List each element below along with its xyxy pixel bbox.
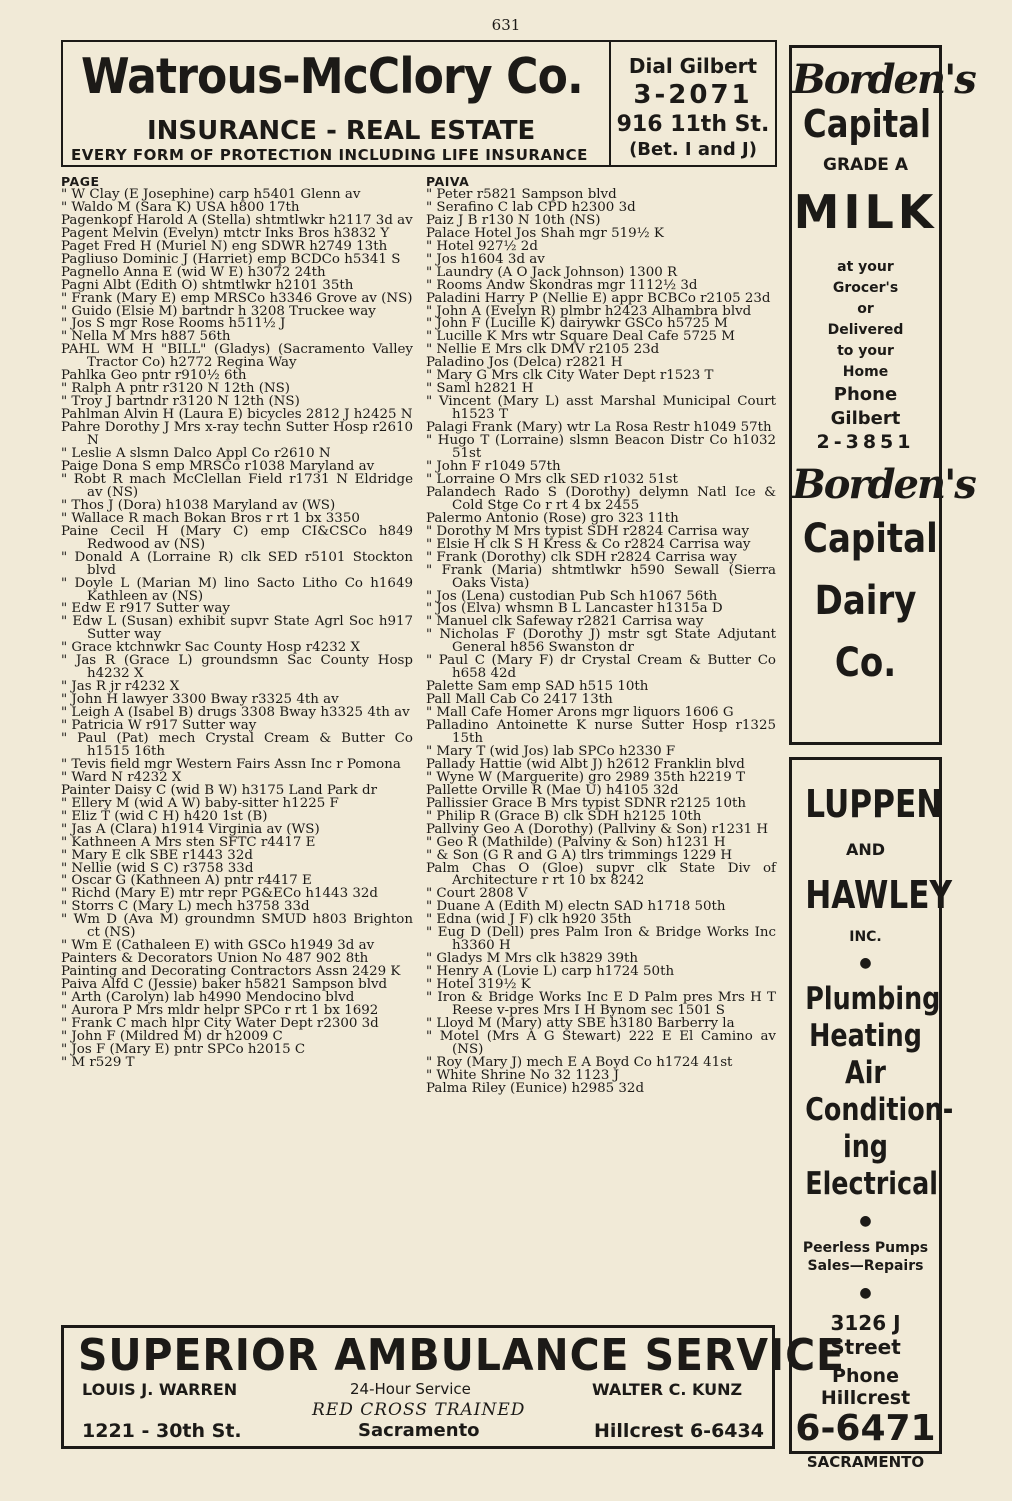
directory-entry: " Mary G Mrs clk City Water Dept r1523 T	[426, 368, 714, 384]
ad-watrous-left	[63, 42, 611, 165]
bullet-icon: ●	[859, 1213, 872, 1229]
directory-entry: " Thos J (Dora) h1038 Maryland av (WS)	[61, 497, 336, 513]
ad-service-conditioning: Condition-	[805, 1092, 954, 1128]
directory-entry: " Ellery M (wid A W) baby-sitter h1225 F	[61, 795, 339, 811]
ad-bordens-exchange: Gilbert	[830, 408, 901, 429]
ad-address: 916 11th St.	[616, 112, 770, 137]
directory-entry: " Duane A (Edith M) electn SAD h1718 50th	[426, 899, 726, 915]
directory-entry: " Tevis field mgr Western Fairs Assn Inc r Pomona	[61, 756, 401, 772]
directory-entry: " Wm E (Cathaleen E) with GSCo h1949 3d av	[61, 938, 375, 954]
ad-dial-label: Dial Gilbert	[628, 54, 758, 78]
directory-entry: " John F (Mildred M) dr h2009 C	[61, 1028, 283, 1044]
directory-entry: Pagliuso Dominic J (Harriet) emp BCDCo h5341 S	[61, 251, 401, 267]
page-number: 631	[491, 16, 521, 34]
directory-entry: Pall Mall Cab Co 2417 13th	[426, 692, 613, 708]
ad-luppen-and: AND	[845, 840, 886, 859]
directory-entry: Pahlman Alvin H (Laura E) bicycles 2812 J h2425 N	[61, 407, 413, 423]
directory-entry: " Storrs C (Mary L) mech h3758 33d	[61, 899, 310, 915]
ad-tagline: EVERY FORM OF PROTECTION INCLUDING LIFE INSURANCE	[71, 146, 588, 164]
ad-superior-phone: Hillcrest 6-6434	[594, 1420, 764, 1442]
directory-entry: " Eug D (Dell) pres Palm Iron & Bridge Works Inc h3360 H	[426, 925, 776, 954]
bullet-icon: ●	[859, 955, 872, 971]
column-heading: PAIVA	[426, 174, 470, 189]
directory-entry: Palma Riley (Eunice) h2985 32d	[426, 1080, 645, 1096]
directory-entry: Paladini Harry P (Nellie E) appr BCBCo r2105 23d	[426, 290, 771, 306]
ad-bordens-line: Grocer's	[832, 280, 899, 296]
directory-entry: " Nellie E Mrs clk DMV r2105 23d	[426, 342, 660, 358]
directory-entry: Palagi Frank (Mary) wtr La Rosa Restr h1049 57th	[426, 420, 772, 436]
ad-superior-address: 1221 - 30th St.	[82, 1420, 242, 1442]
directory-entry: " Mary T (wid Jos) lab SPCo h2330 F	[426, 743, 676, 759]
directory-entry: Pallissier Grace B Mrs typist SDNR r2125 10th	[426, 795, 747, 811]
directory-entry: Paladino Jos (Delca) r2821 H	[426, 355, 623, 371]
directory-entry: " Edw L (Susan) exhibit supvr State Agrl Soc h917 Sutter way	[61, 614, 413, 643]
directory-entry: " Jas R (Grace L) groundsmn Sac County Hosp h4232 X	[61, 653, 413, 682]
directory-entry: " Frank (Mary E) emp MRSCo h3346 Grove av (NS)	[61, 290, 413, 306]
directory-entry: " Lucille K Mrs wtr Square Deal Cafe 5725 M	[426, 329, 735, 345]
directory-entry: " Elsie H clk S H Kress & Co r2824 Carrisa way	[426, 536, 751, 552]
directory-entry: " Paul C (Mary F) dr Crystal Cream & Butter Co h658 42d	[426, 653, 776, 682]
directory-entry: " Philip R (Grace B) clk SDH h2125 10th	[426, 808, 702, 824]
ad-luppen-phone-label: Phone Hillcrest	[820, 1365, 911, 1409]
directory-entry: " W Clay (E Josephine) carp h5401 Glenn av	[61, 186, 361, 202]
ad-between: (Bet. I and J)	[629, 139, 757, 160]
ad-superior-ambulance	[61, 1325, 845, 1449]
directory-entry: Palm Chas O (Gloe) supvr clk State Div of Architecture r rt 10 bx 8242	[426, 860, 776, 889]
directory-entry: Paiz J B r130 N 10th (NS)	[426, 212, 601, 228]
entry-list-left	[61, 186, 413, 1070]
bullet-icon: ●	[859, 1285, 872, 1301]
directory-entry: " John H lawyer 3300 Bway r3325 4th av	[61, 692, 339, 708]
directory-entry: Palladino Antoinette K nurse Sutter Hosp r1325 15th	[426, 718, 776, 746]
ad-bordens-logo: Borden's	[792, 56, 975, 103]
directory-entry: " M r529 T	[61, 1054, 135, 1070]
ad-bordens	[789, 45, 975, 745]
ad-pumps: Peerless Pumps	[802, 1240, 929, 1256]
ad-luppen-name: LUPPEN	[805, 782, 943, 826]
directory-entry: " Ward N r4232 X	[61, 769, 182, 785]
ad-service-plumbing: Plumbing	[805, 981, 941, 1017]
directory-entry: " Court 2808 V	[426, 886, 528, 902]
directory-entry: " Jos h1604 3d av	[426, 251, 545, 267]
directory-entry: " John F (Lucille K) dairywkr GSCo h5725 M	[426, 316, 728, 332]
column-heading: PAGE	[61, 174, 100, 189]
directory-entry: Pagni Albt (Edith O) shtmtlwkr h2101 35th	[61, 277, 354, 293]
ad-superior-city: Sacramento	[358, 1420, 480, 1441]
ad-superior-name-right: WALTER C. KUNZ	[592, 1380, 743, 1399]
directory-column-right	[426, 176, 776, 1096]
directory-entry: " Eliz T (wid C H) h420 1st (B)	[61, 808, 268, 824]
directory-entry: " Paul (Pat) mech Crystal Cream & Butter Co h1515 16th	[61, 730, 413, 759]
directory-entry: Pahre Dorothy J Mrs x-ray techn Sutter Hosp r2610 N	[61, 420, 413, 449]
directory-entry: " Ralph A pntr r3120 N 12th (NS)	[61, 381, 291, 397]
directory-entry: " Dorothy M Mrs typist SDH r2824 Carrisa way	[426, 523, 750, 539]
directory-entry: Pahlka Geo pntr r910½ 6th	[61, 368, 247, 384]
directory-entry: " Peter r5821 Sampson blvd	[426, 186, 617, 202]
ad-superior-name-left: LOUIS J. WARREN	[82, 1380, 238, 1399]
directory-entry: Pagent Melvin (Evelyn) mtctr Inks Bros h3832 Y	[61, 225, 390, 241]
directory-entry: " Guido (Elsie M) bartndr h 3208 Truckee way	[61, 303, 376, 319]
directory-entry: " Rooms Andw Skondras mgr 1112½ 3d	[426, 277, 698, 293]
ad-service-heating: Heating	[809, 1018, 922, 1054]
ad-bordens-capital: Capital	[803, 102, 932, 146]
directory-entry: " Laundry (A O Jack Johnson) 1300 R	[426, 264, 678, 280]
ad-luppen-inc: INC.	[849, 929, 882, 945]
directory-entry: " & Son (G R and G A) tlrs trimmings 1229 H	[426, 847, 733, 863]
directory-entry: " Manuel clk Safeway r2821 Carrisa way	[426, 614, 704, 630]
ad-bordens-line: Delivered	[827, 322, 904, 338]
directory-entry: " Richd (Mary E) mtr repr PG&ECo h1443 32d	[61, 886, 378, 902]
ad-service-ing: ing	[842, 1129, 888, 1165]
directory-entry: " Geo R (Mathilde) (Palviny & Son) h1231 H	[426, 834, 726, 850]
directory-entry: " White Shrine No 32 1123 J	[426, 1067, 619, 1083]
directory-entry: PAHL WM H "BILL" (Gladys) (Sacramento Valley Tractor Co) h2772 Regina Way	[61, 342, 413, 371]
directory-entry: Pallette Orville R (Mae U) h4105 32d	[426, 782, 679, 798]
directory-entry: " Troy J bartndr r3120 N 12th (NS)	[61, 394, 300, 410]
directory-entry: " Edw E r917 Sutter way	[61, 601, 230, 617]
directory-entry: " Arth (Carolyn) lab h4990 Mendocino blvd	[61, 990, 355, 1006]
directory-entry: " Lloyd M (Mary) atty SBE h3180 Barberry la	[426, 1015, 735, 1031]
directory-entry: " Henry A (Lovie L) carp h1724 50th	[426, 964, 675, 980]
ad-watrous-mcclory	[61, 40, 777, 167]
ad-watrous-contact	[611, 42, 775, 160]
ad-superior-service: 24-Hour Service	[350, 1380, 471, 1398]
directory-entry: " Vincent (Mary L) asst Marshal Municipal Court h1523 T	[426, 394, 776, 423]
directory-entry: " Nellie (wid S C) r3758 33d	[61, 860, 254, 876]
directory-entry: Pagnello Anna E (wid W E) h3072 24th	[61, 264, 326, 280]
directory-entry: Paget Fred H (Muriel N) eng SDWR h2749 13th	[61, 238, 388, 254]
directory-entry: Pallady Hattie (wid Albt J) h2612 Franklin blvd	[426, 756, 745, 772]
ad-bordens-logo-2: Borden's	[792, 461, 975, 508]
directory-column-left	[61, 176, 413, 1070]
ad-phone: 3-2071	[633, 80, 753, 110]
directory-entry: " Doyle L (Marian M) lino Sacto Litho Co h1649 Kathleen av (NS)	[61, 575, 413, 604]
ad-service-electrical: Electrical	[805, 1166, 938, 1202]
directory-entry: " Serafino C lab CPD h2300 3d	[426, 199, 636, 215]
directory-entry: " Waldo M (Sara K) USA h800 17th	[61, 199, 300, 215]
directory-entry: " Mary E clk SBE r1443 32d	[61, 847, 253, 863]
directory-entry: " Frank (Dorothy) clk SDH r2824 Carrisa way	[426, 549, 737, 565]
directory-entry: " Leigh A (Isabel B) drugs 3308 Bway h3325 4th av	[61, 705, 410, 721]
directory-entry: Palermo Antonio (Rose) gro 323 11th	[426, 510, 679, 526]
ad-bordens-line: at your	[837, 259, 894, 275]
ad-bordens-grade: GRADE A	[823, 155, 908, 175]
directory-entry: Paige Dona S emp MRSCo r1038 Maryland av	[61, 458, 375, 474]
directory-entry: Palette Sam emp SAD h515 10th	[426, 679, 649, 695]
directory-entry: " Nella M Mrs h887 56th	[61, 329, 231, 345]
directory-entry: " Jos (Elva) whsmn B L Lancaster h1315a D	[426, 601, 723, 617]
directory-entry: " Roy (Mary J) mech E A Boyd Co h1724 41st	[426, 1054, 733, 1070]
directory-entry: Painting and Decorating Contractors Assn 2429 K	[61, 964, 401, 980]
directory-entry: " Lorraine O Mrs clk SED r1032 51st	[426, 471, 678, 487]
directory-entry: " Oscar G (Kathneen A) pntr r4417 E	[61, 873, 312, 889]
ad-company-name: Watrous-McClory Co.	[81, 48, 583, 105]
ad-bordens-line: Home	[842, 364, 889, 380]
directory-entry: " Jos (Lena) custodian Pub Sch h1067 56th	[426, 588, 718, 604]
directory-entry: " Jos F (Mary E) pntr SPCo h2015 C	[61, 1041, 306, 1057]
ad-bordens-dairy: Dairy	[814, 578, 917, 624]
directory-entry: " Hotel 319½ K	[426, 977, 531, 993]
directory-entry: " Jas A (Clara) h1914 Virginia av (WS)	[61, 821, 320, 837]
ad-bordens-co: Co.	[834, 640, 897, 686]
directory-entry: Painter Daisy C (wid B W) h3175 Land Park dr	[61, 782, 378, 798]
directory-entry: " Iron & Bridge Works Inc E D Palm pres Mrs H T Reese v-pres Mrs I H Bynom sec 1501 S	[426, 990, 776, 1018]
directory-entry: " Gladys M Mrs clk h3829 39th	[426, 951, 639, 967]
ad-business-line: INSURANCE - REAL ESTATE	[147, 116, 536, 146]
directory-entry: " Frank C mach hlpr City Water Dept r2300 3d	[61, 1015, 379, 1031]
ad-bordens-phone: 2-3851	[816, 431, 915, 453]
directory-entry: " Edna (wid J F) clk h920 35th	[426, 912, 632, 928]
ad-superior-headline: SUPERIOR AMBULANCE SERVICE	[78, 1330, 845, 1381]
directory-entry: Palandech Rado S (Dorothy) delymn Natl Ice & Cold Stge Co r rt 4 bx 2455	[426, 484, 776, 513]
directory-entry: " Donald A (Lorraine R) clk SED r5101 Stockton blvd	[61, 549, 413, 578]
directory-entry: " Nicholas F (Dorothy J) mstr sgt State Adjutant General h856 Swanston dr	[426, 627, 776, 656]
directory-entry: Painters & Decorators Union No 487 902 8th	[61, 951, 369, 967]
directory-entry: " Aurora P Mrs mldr helpr SPCo r rt 1 bx 1692	[61, 1003, 379, 1018]
directory-entry: " Saml h2821 H	[426, 381, 534, 397]
directory-entry: " Hotel 927½ 2d	[426, 238, 538, 254]
ad-luppen-phone: 6-6471	[795, 1408, 936, 1449]
ad-luppen-street: 3126 J Street	[830, 1311, 901, 1359]
ad-bordens-line: or	[857, 301, 874, 317]
directory-entry: " Grace ktchnwkr Sac County Hosp r4232 X	[61, 640, 361, 656]
directory-entry: " Wyne W (Marguerite) gro 2989 35th h2219 T	[426, 769, 746, 785]
ad-superior-red-cross: RED CROSS TRAINED	[312, 1400, 526, 1420]
directory-entry: Paiva Alfd C (Jessie) baker h5821 Sampson blvd	[61, 977, 388, 993]
directory-entry: Paine Cecil H (Mary C) emp CI&CSCo h849 Redwood av (NS)	[61, 523, 413, 552]
directory-entry: " Hugo T (Lorraine) slsmn Beacon Distr Co h1032 51st	[426, 433, 776, 462]
ad-bordens-phone-label: Phone	[833, 384, 898, 405]
directory-entry: " Robt R mach McClellan Field r1731 N Eldridge av (NS)	[61, 471, 413, 500]
directory-entry: " Patricia W r917 Sutter way	[61, 718, 257, 734]
entry-list-right	[426, 186, 776, 1096]
directory-entry: " Motel (Mrs A G Stewart) 222 E El Camino av (NS)	[426, 1028, 776, 1057]
ad-hawley-name: HAWLEY	[805, 873, 953, 917]
directory-entry: " Kathneen A Mrs sten SFTC r4417 E	[61, 834, 316, 850]
directory-entry: " John A (Evelyn R) plmbr h2423 Alhambra blvd	[426, 303, 752, 319]
directory-entry: Pagenkopf Harold A (Stella) shtmtlwkr h2117 3d av	[61, 212, 413, 228]
ad-bordens-line: to your	[837, 343, 894, 359]
directory-entry: " Jos S mgr Rose Rooms h511½ J	[61, 316, 286, 332]
directory-entry: " Leslie A slsmn Dalco Appl Co r2610 N	[61, 446, 331, 462]
directory-entry: " Frank (Maria) shtmtlwkr h590 Sewall (Sierra Oaks Vista)	[426, 562, 776, 591]
ad-bordens-milk: MILK	[793, 185, 938, 239]
ad-luppen-city: SACRAMENTO	[806, 1453, 925, 1471]
directory-entry: " Wm D (Ava M) groundmn SMUD h803 Brighton ct (NS)	[61, 912, 413, 941]
directory-entry: Palace Hotel Jos Shah mgr 519½ K	[426, 225, 664, 241]
ad-bordens-capital-2: Capital	[803, 516, 938, 562]
ad-service-air: Air	[845, 1055, 886, 1091]
directory-entry: " Jas R jr r4232 X	[61, 679, 180, 695]
directory-entry: " Mall Cafe Homer Arons mgr liquors 1606 G	[426, 705, 734, 721]
ad-pumps-sales: Sales—Repairs	[807, 1258, 924, 1274]
directory-entry: " Wallace R mach Bokan Bros r rt 1 bx 3350	[61, 510, 360, 526]
directory-entry: Pallviny Geo A (Dorothy) (Pallviny & Son) r1231 H	[426, 821, 769, 837]
directory-entry: " John F r1049 57th	[426, 458, 561, 474]
